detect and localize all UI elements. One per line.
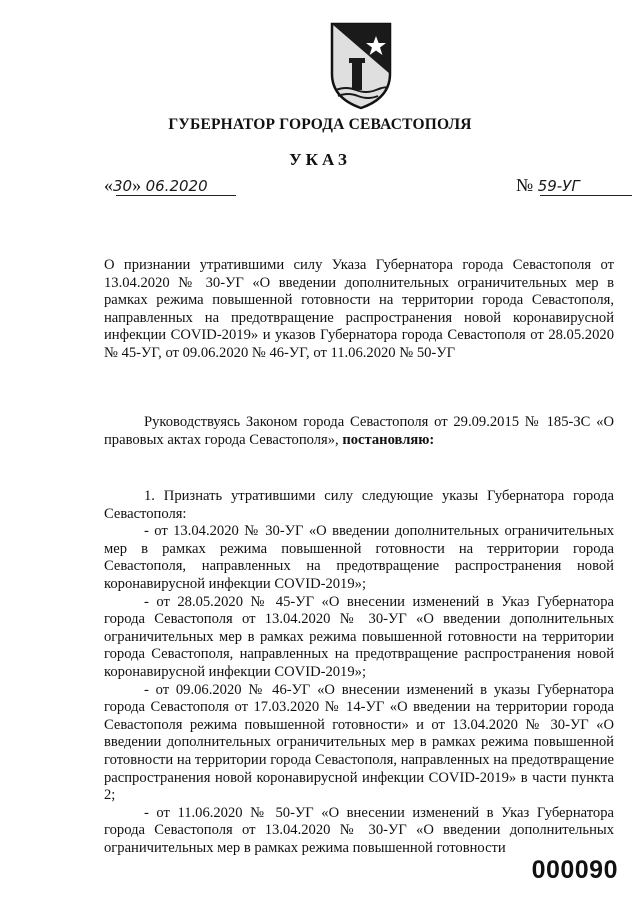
number-value: 59-УГ [537,177,580,195]
document-type: УКАЗ [289,150,351,169]
page-serial-number: 000090 [531,856,618,884]
date-number-line [104,175,640,199]
number-underline [540,195,632,196]
preamble-text: Руководствуясь Законом города Севастополя от 29.09.2015 № 185-ЗС «О правовых актах города Севастополя», [104,414,614,448]
sevastopol-coat-of-arms-icon [326,22,396,110]
decree-word: постановляю: [342,431,435,448]
date-underline [116,195,236,196]
date-day: 30 [113,177,133,195]
item-1-intro: 1. Признать утратившими силу следующие указы Губернатора города Севастополя: [104,488,614,522]
decree-subject: О признании утратившими силу Указа Губернатора города Севастополя от 13.04.2020 № 30-УГ «О введении дополнительных ограничительных мер в рамках режима повышенной готовности на территории города Севастополя, направленных на предотвращение распространения новой коронавирусной инфекции COVID-2019» и указов Губернатора города Севастополя от 28.05.2020 № 45-УГ, от 09.06.2020 № 46-УГ, от 11.06.2020 № 50-УГ [104,257,614,361]
document-number [516,175,580,196]
date-open-quote: « [104,175,113,195]
date-month-year: 06.2020 [145,177,208,195]
repealed-decree-entry: - от 09.06.2020 № 46-УГ «О внесении изменений в указы Губернатора города Севастополя от 17.03.2020 № 14-УГ «О введении на территории города Севастополя режима повышенной готовности» и от 13.04.2020 № 30-УГ «О введении дополнительных ограничительных мер в рамках режима повышенной готовности на территории города Севастополя, направленных на предотвращение распространения новой коронавирусной инфекции COVID-2019» в части пункта 2; [104,681,614,804]
repealed-decree-entry: - от 28.05.2020 № 45-УГ «О внесении изменений в Указ Губернатора города Севастополя от 13.04.2020 № 30-УГ «О введении дополнительных ограничительных мер в рамках режима повышенной готовности на территории города Севастополя, направленных на предотвращение распространения новой коронавирусной инфекции COVID-2019»; [104,593,614,680]
repealed-decree-entry: - от 13.04.2020 № 30-УГ «О введении дополнительных ограничительных мер в рамках режима повышенной готовности на территории города Севастополя, направленных на предотвращение распространения новой коронавирусной инфекции COVID-2019»; [104,523,614,592]
decree-preamble [104,414,614,449]
issuing-authority: ГУБЕРНАТОР ГОРОДА СЕВАСТОПОЛЯ [168,116,472,133]
number-sign: № [516,175,534,195]
decree-item-1 [104,488,614,857]
repealed-decree-entry: - от 11.06.2020 № 50-УГ «О внесении изменений в Указ Губернатора города Севастополя от 13.04.2020 № 30-УГ «О введении дополнительных ограничительных мер в рамках режима повышенной готовности [104,804,614,856]
date-close-quote: » [132,175,142,195]
document-date [104,175,208,196]
